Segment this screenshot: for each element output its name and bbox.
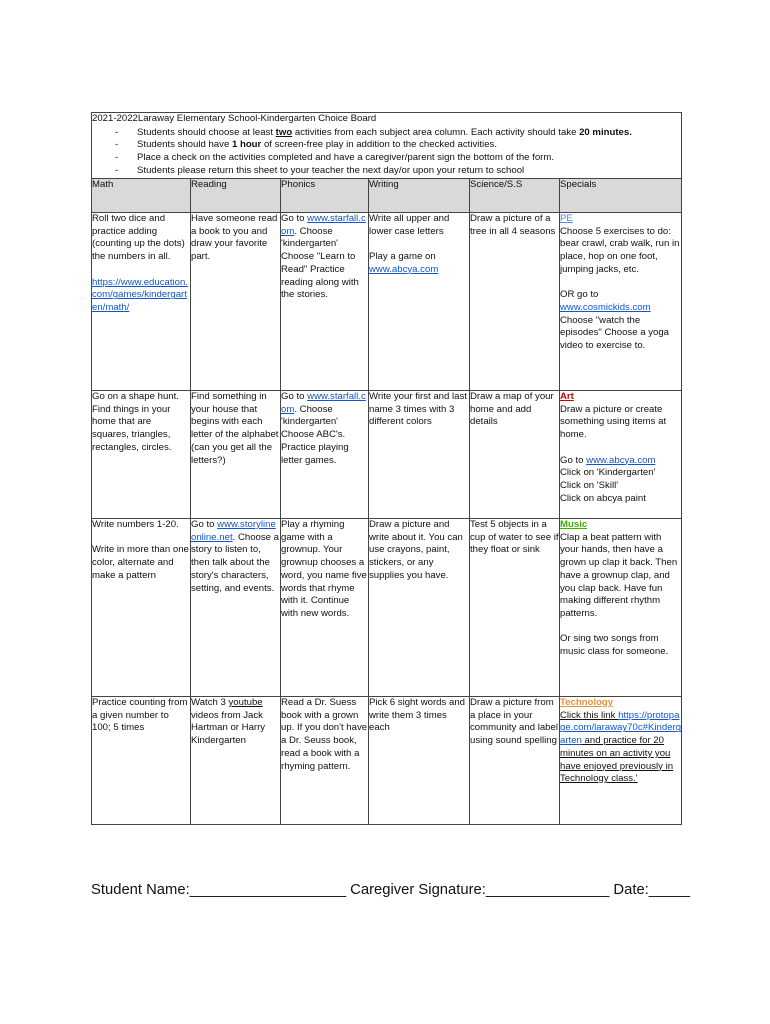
writing-activity: Write your first and last name 3 times with 3 different colors (369, 391, 470, 519)
science-activity: Draw a picture of a tree in all 4 seasons (470, 213, 560, 391)
specials-activity: Art Draw a picture or create something using items at home. Go to www.abcya.com Click on 'Kindergarten' Click on 'Skill' Click on abcya paint (560, 391, 682, 519)
specials-activity: Music Clap a beat pattern with your hands, then have a grown up clap it back. Then have a grownup clap, and you clap back. Have fun making different rhythm patterns. Or sing two songs from music class for someone. (560, 519, 682, 697)
phonics-activity: Read a Dr. Suess book with a grown up. If you don't have a Dr. Seuss book, read a book with a rhyming pattern. (281, 697, 369, 825)
activity-row (92, 519, 682, 697)
activity-row (92, 697, 682, 825)
instructions-list (92, 127, 681, 178)
science-activity: Test 5 objects in a cup of water to see if they float or sink (470, 519, 560, 697)
writing-activity: Draw a picture and write about it. You can use crayons, paint, stickers, or any supplies you have. (369, 519, 470, 697)
reading-activity: Find something in your house that begins with each letter of the alphabet (can you get all the letters?) (191, 391, 281, 519)
science-activity: Draw a picture from a place in your community and label using sound spelling (470, 697, 560, 825)
column-header-science: Science/S.S (470, 179, 560, 213)
column-header-math: Math (92, 179, 191, 213)
board-title: 2021-2022Laraway Elementary School-Kindergarten Choice Board (92, 113, 377, 124)
math-activity: Practice counting from a given number to 100; 5 times (92, 697, 191, 825)
reading-activity: Go to www.storylineonline.net. Choose a story to listen to, then talk about the story's characters, setting, and events. (191, 519, 281, 697)
phonics-activity: Go to www.starfall.com. Choose 'kindergarten' Choose ABC's. Practice playing letter games. (281, 391, 369, 519)
abcya-link[interactable]: www.abcya.com (369, 263, 439, 275)
column-header-phonics: Phonics (281, 179, 369, 213)
activity-row (92, 391, 682, 519)
storylineonline-link[interactable]: www.storylineonline.net (191, 519, 276, 543)
specials-activity: Technology Click this link https://protopage.com/laraway70c#Kindergarten and practice for 20 minutes on an activity you have enjoyed previously in Technology class.' (560, 697, 682, 825)
starfall-link[interactable]: www.starfall.com (281, 391, 366, 415)
column-header-reading: Reading (191, 179, 281, 213)
instruction-2: - Students should have 1 hour of screen-free play in addition to the checked activities. (92, 139, 681, 152)
specials-activity: PE Choose 5 exercises to do: bear crawl, crab walk, run in place, hop on one foot, jumping jacks, etc. OR go to www.cosmickids.com Choose "watch the episodes" Choose a yoga video to exercise to. (560, 213, 682, 391)
education-com-link[interactable]: https://www.education.com/games/kindergarten/math/ (92, 276, 188, 313)
specials-label-art: Art (560, 391, 574, 402)
instructions-cell (92, 113, 682, 179)
column-header-specials: Specials (560, 179, 682, 213)
specials-label-music: Music (560, 519, 588, 530)
abcya-link[interactable]: www.abcya.com (586, 454, 656, 466)
protopage-link[interactable]: https://protopage.com/laraway70c#Kindergarten (560, 709, 682, 747)
specials-label-pe: PE (560, 213, 573, 224)
phonics-activity: Go to www.starfall.com. Choose 'kindergarten' Choose "Learn to Read" Practice reading along with the stories. (281, 213, 369, 391)
reading-activity: Watch 3 youtube videos from Jack Hartman or Harry Kindergarten (191, 697, 281, 825)
science-activity: Draw a map of your home and add details (470, 391, 560, 519)
math-activity: Roll two dice and practice adding (counting up the dots) the numbers in all. https://www.education.com/games/kindergarten/math/ (92, 213, 191, 391)
math-activity: Write numbers 1-20. Write in more than one color, alternate and make a pattern (92, 519, 191, 697)
column-header-row (92, 179, 682, 213)
choice-board-table (91, 112, 682, 825)
math-activity: Go on a shape hunt. Find things in your home that are squares, triangles, rectangles, circles. (92, 391, 191, 519)
signature-line: Student Name:___________________ Caregiver Signature:_______________ Date:_____ (91, 882, 690, 898)
reading-activity: Have someone read a book to you and draw your favorite part. (191, 213, 281, 391)
instruction-4: - Students please return this sheet to your teacher the next day/or upon your return to school (92, 165, 681, 178)
writing-activity: Pick 6 sight words and write them 3 times each (369, 697, 470, 825)
column-header-writing: Writing (369, 179, 470, 213)
activity-row (92, 213, 682, 391)
starfall-link[interactable]: www.starfall.com (281, 213, 366, 237)
instruction-3: - Place a check on the activities completed and have a caregiver/parent sign the bottom of the form. (92, 152, 681, 165)
cosmickids-link[interactable]: www.cosmickids.com (560, 301, 651, 313)
specials-label-technology: Technology (560, 697, 614, 708)
instruction-1: - Students should choose at least two activities from each subject area column. Each activity should take 20 minutes. (92, 127, 681, 140)
writing-activity: Write all upper and lower case letters Play a game on www.abcya.com (369, 213, 470, 391)
phonics-activity: Play a rhyming game with a grownup. Your grownup chooses a word, you name five words that rhyme with it. Continue with new words. (281, 519, 369, 697)
